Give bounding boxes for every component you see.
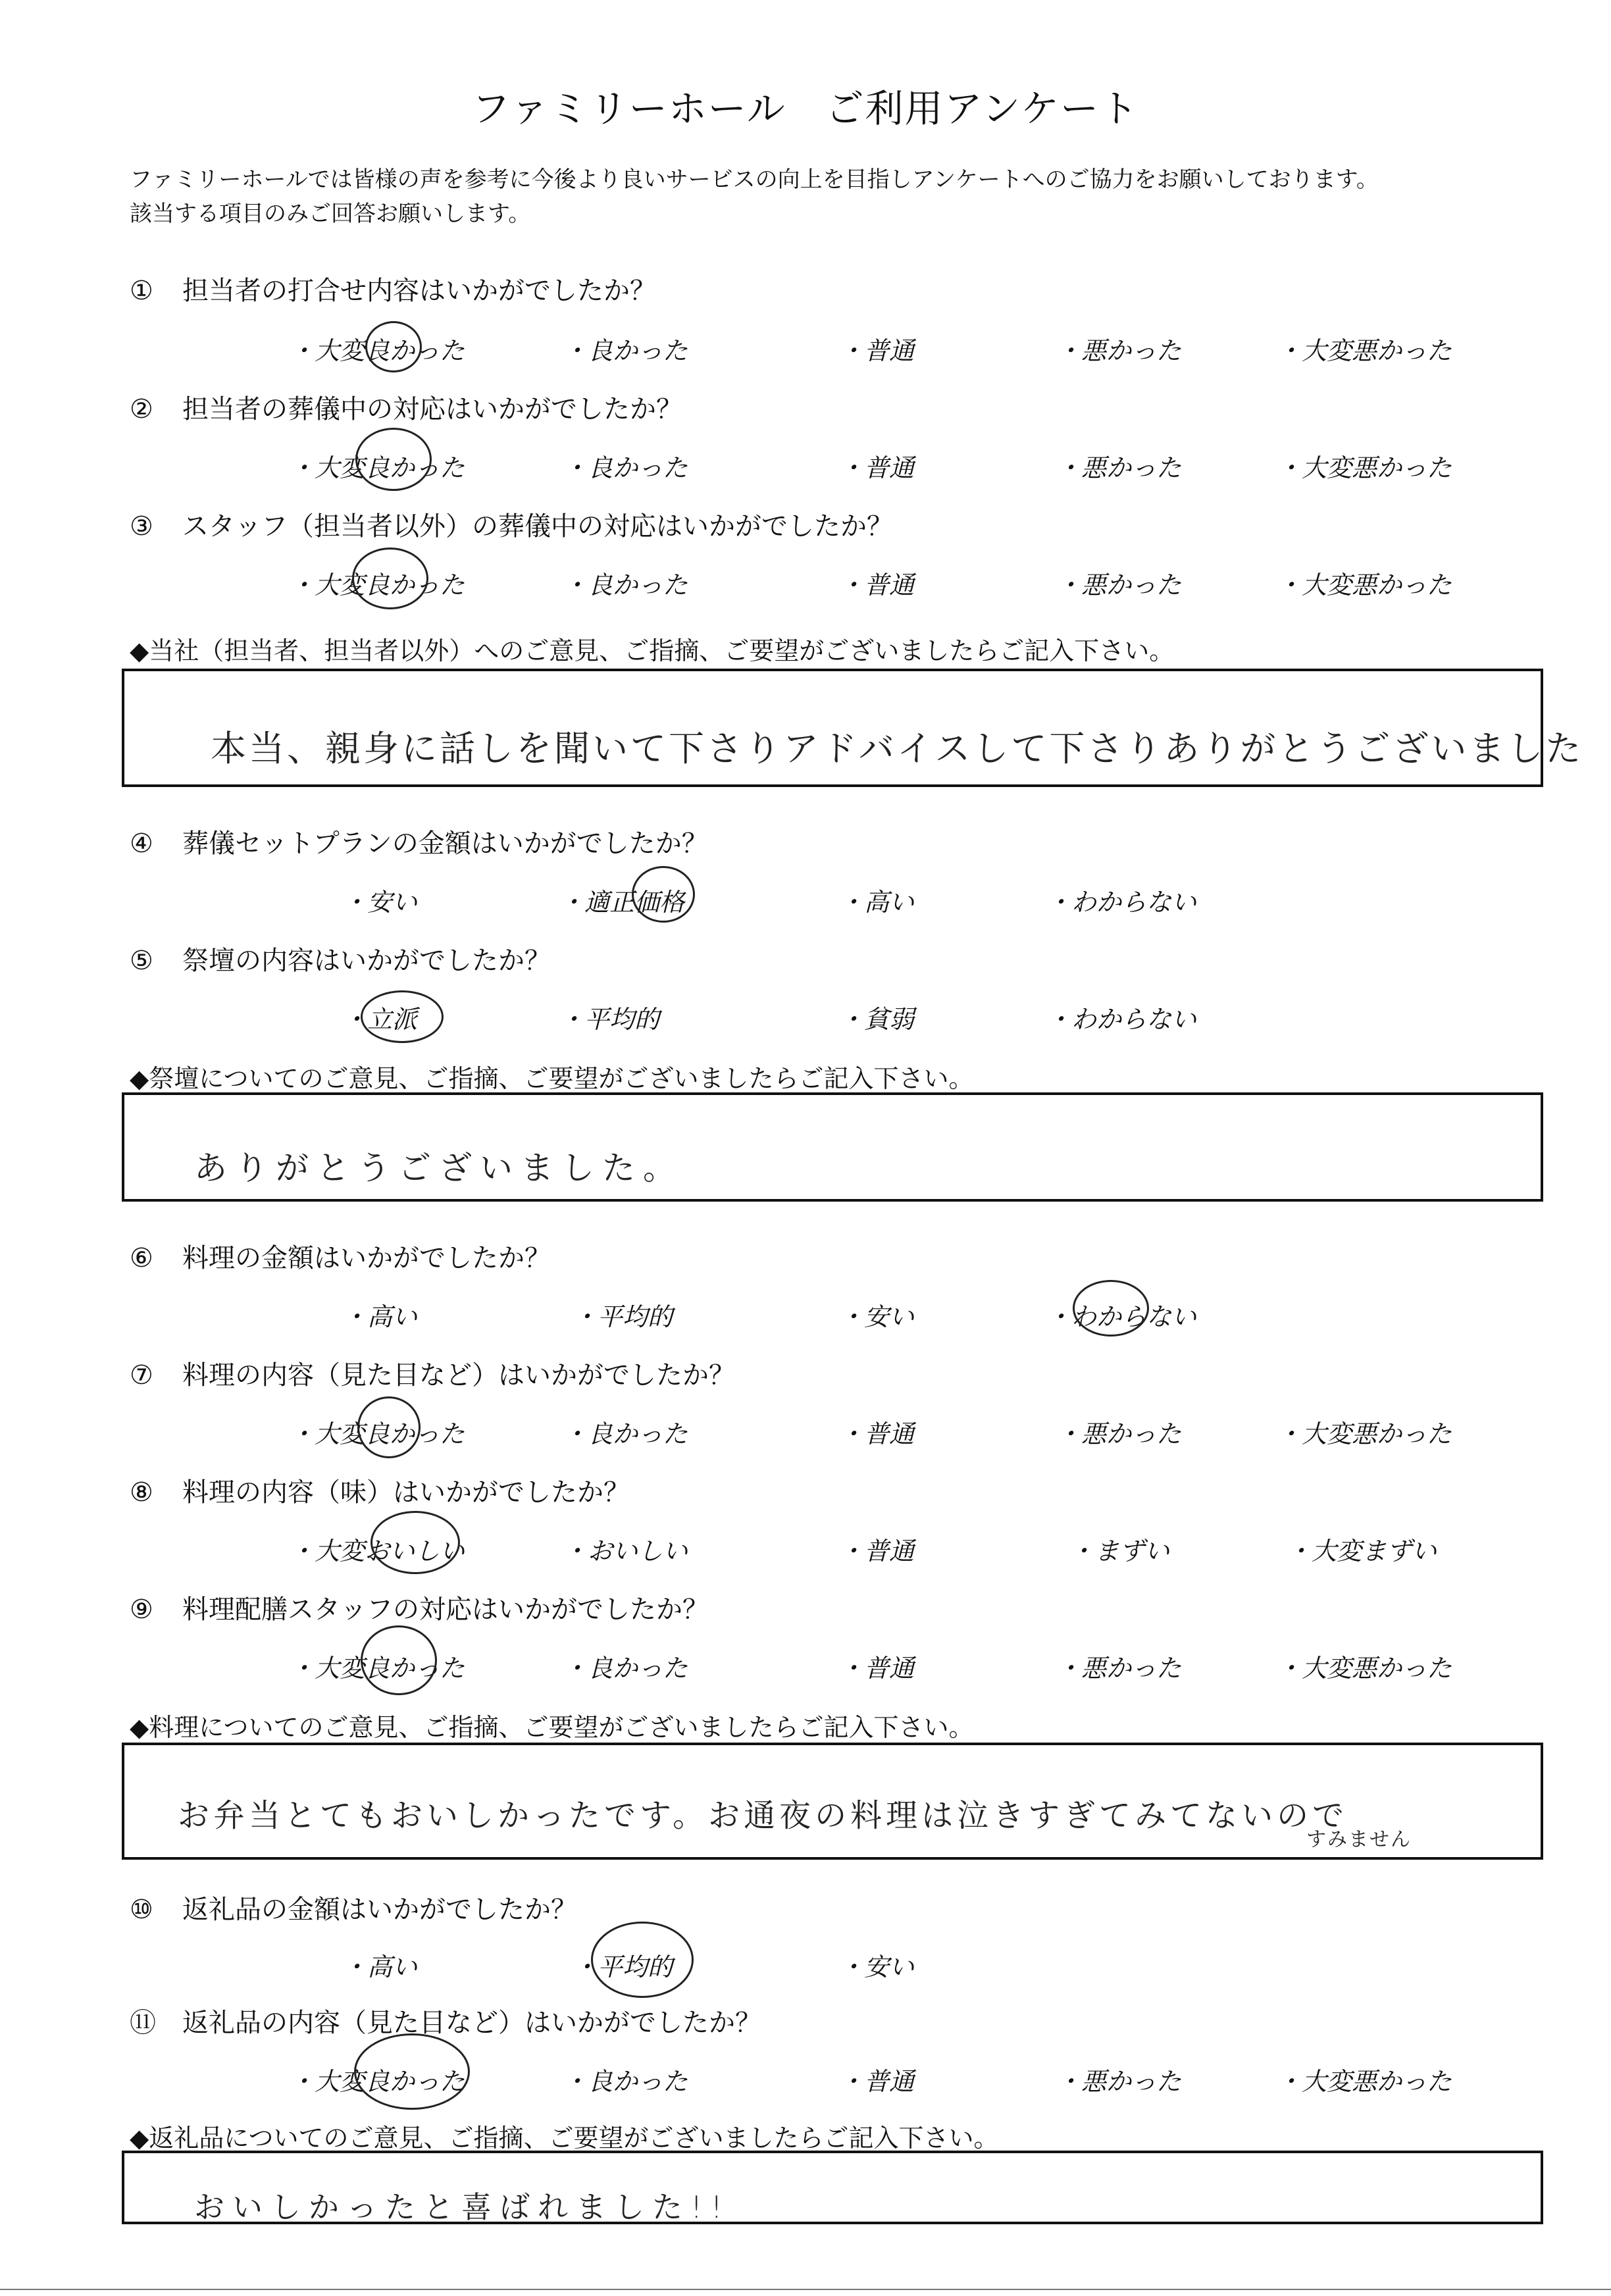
- q6-option-1[interactable]: ・高い: [342, 1302, 418, 1331]
- question-3: ③ スタッフ（担当者以外）の葬儀中の対応はいかがでしたか？: [130, 511, 893, 542]
- q7-selection-circle: [357, 1396, 421, 1458]
- note-1-label: ◆当社（担当者、担当者以外）へのご意見、ご指摘、ご要望がございましたらご記入下さい。: [130, 636, 1175, 665]
- question-5: ⑤ 祭壇の内容はいかがでしたか？: [130, 946, 551, 976]
- q2-option-1[interactable]: ・大変良かった: [290, 453, 465, 482]
- question-7: ⑦ 料理の内容（見た目など）はいかがでしたか？: [130, 1360, 735, 1390]
- q4-option-1[interactable]: ・安い: [342, 888, 418, 917]
- q10-selection-circle: [591, 1922, 694, 1998]
- bottom-edge-line: [0, 2289, 1611, 2290]
- q6-option-3[interactable]: ・安い: [839, 1302, 915, 1331]
- q2-option-4[interactable]: ・悪かった: [1056, 453, 1182, 482]
- q1-option-5[interactable]: ・大変悪かった: [1277, 336, 1452, 365]
- q3-option-3[interactable]: ・普通: [839, 571, 915, 600]
- question-1: ① 担当者の打合せ内容はいかがでしたか？: [130, 276, 656, 306]
- q3-option-1[interactable]: ・大変良かった: [290, 571, 465, 600]
- q8-selection-circle: [371, 1511, 460, 1574]
- q7-option-1[interactable]: ・大変良かった: [290, 1419, 465, 1448]
- q9-option-3[interactable]: ・普通: [839, 1654, 915, 1683]
- q5-selection-circle: [361, 990, 444, 1043]
- q3-option-2[interactable]: ・良かった: [563, 571, 688, 600]
- question-6: ⑥ 料理の金額はいかがでしたか？: [130, 1243, 551, 1273]
- q1-option-3[interactable]: ・普通: [839, 336, 915, 365]
- q2-option-5[interactable]: ・大変悪かった: [1277, 453, 1452, 482]
- q11-option-3[interactable]: ・普通: [839, 2067, 915, 2096]
- q9-option-1[interactable]: ・大変良かった: [290, 1654, 465, 1683]
- q8-option-1[interactable]: ・大変おいしい: [290, 1537, 465, 1566]
- q11-selection-circle: [354, 2033, 470, 2110]
- note-2-answer: ありがとうございました。: [194, 1149, 684, 1187]
- q5-option-1[interactable]: ・立派: [342, 1005, 418, 1034]
- page-title: ファミリーホール ご利用アンケート: [471, 86, 1140, 131]
- q1-option-1[interactable]: ・大変良かった: [290, 336, 465, 365]
- q4-option-2[interactable]: ・適正価格: [559, 888, 685, 917]
- q11-option-4[interactable]: ・悪かった: [1056, 2067, 1182, 2096]
- q8-option-2[interactable]: ・おいしい: [563, 1537, 688, 1566]
- q11-option-2[interactable]: ・良かった: [563, 2067, 688, 2096]
- q4-option-3[interactable]: ・高い: [839, 888, 915, 917]
- q11-option-1[interactable]: ・大変良かった: [290, 2067, 465, 2096]
- q5-option-2[interactable]: ・平均的: [559, 1005, 660, 1034]
- q3-option-4[interactable]: ・悪かった: [1056, 571, 1182, 600]
- q2-selection-circle: [355, 428, 432, 491]
- q1-option-2[interactable]: ・良かった: [563, 336, 688, 365]
- q3-selection-circle: [352, 548, 428, 609]
- q11-option-5[interactable]: ・大変悪かった: [1277, 2067, 1452, 2096]
- q9-option-5[interactable]: ・大変悪かった: [1277, 1654, 1452, 1683]
- q7-option-4[interactable]: ・悪かった: [1056, 1419, 1182, 1448]
- intro-line-1: ファミリーホールでは皆様の声を参考に今後より良いサービスの向上を目指しアンケートへのご協力をお願いしております。: [130, 166, 1379, 193]
- question-8: ⑧ 料理の内容（味）はいかがでしたか？: [130, 1477, 630, 1508]
- q1-option-4[interactable]: ・悪かった: [1056, 336, 1182, 365]
- q3-option-5[interactable]: ・大変悪かった: [1277, 571, 1452, 600]
- q8-option-5[interactable]: ・大変まずい: [1287, 1537, 1437, 1566]
- note-1-answer: 本当、親身に話しを聞いて下さりアドバイスして下さりありがとうございました: [211, 728, 1584, 769]
- q6-selection-circle: [1073, 1280, 1149, 1337]
- question-10: ⑩ 返礼品の金額はいかがでしたか？: [130, 1895, 577, 1925]
- note-3-answer: お弁当とてもおいしかったです。お通夜の料理は泣きすぎてみてないので: [178, 1797, 1348, 1834]
- q6-option-4[interactable]: ・わからない: [1046, 1302, 1197, 1331]
- question-11: ⑪ 返礼品の内容（見た目など）はいかがでしたか？: [130, 2008, 761, 2038]
- q6-option-2[interactable]: ・平均的: [573, 1302, 673, 1331]
- note-4-label: ◆返礼品についてのご意見、ご指摘、ご要望がございましたらご記入下さい。: [130, 2124, 999, 2153]
- question-9: ⑨ 料理配膳スタッフの対応はいかがでしたか？: [130, 1594, 709, 1625]
- note-3-label: ◆料理についてのご意見、ご指摘、ご要望がございましたらご記入下さい。: [130, 1713, 974, 1742]
- q7-option-5[interactable]: ・大変悪かった: [1277, 1419, 1452, 1448]
- q7-option-2[interactable]: ・良かった: [563, 1419, 688, 1448]
- q8-option-4[interactable]: ・まずい: [1069, 1537, 1170, 1566]
- q5-option-3[interactable]: ・貧弱: [839, 1005, 915, 1034]
- intro-line-2: 該当する項目のみご回答お願いします。: [130, 201, 531, 227]
- question-4: ④ 葬儀セットプランの金額はいかがでしたか？: [130, 829, 708, 859]
- note-4-answer: おいしかったと喜ばれました!!: [194, 2189, 730, 2225]
- note-2-label: ◆祭壇についてのご意見、ご指摘、ご要望がございましたらご記入下さい。: [130, 1064, 974, 1093]
- q9-option-4[interactable]: ・悪かった: [1056, 1654, 1182, 1683]
- q9-option-2[interactable]: ・良かった: [563, 1654, 688, 1683]
- q2-option-2[interactable]: ・良かった: [563, 453, 688, 482]
- q9-selection-circle: [361, 1625, 437, 1695]
- q1-selection-circle: [365, 321, 422, 372]
- q8-option-3[interactable]: ・普通: [839, 1537, 915, 1566]
- q5-option-4[interactable]: ・わからない: [1046, 1005, 1197, 1034]
- q10-option-3[interactable]: ・安い: [839, 1952, 915, 1981]
- q7-option-3[interactable]: ・普通: [839, 1419, 915, 1448]
- note-3-answer-small: すみません: [1306, 1828, 1412, 1851]
- q2-option-3[interactable]: ・普通: [839, 453, 915, 482]
- q10-option-1[interactable]: ・高い: [342, 1952, 418, 1981]
- question-2: ② 担当者の葬儀中の対応はいかがでしたか？: [130, 394, 682, 424]
- q4-option-4[interactable]: ・わからない: [1046, 888, 1197, 917]
- q10-option-2[interactable]: ・平均的: [573, 1952, 673, 1981]
- q4-selection-circle: [632, 866, 695, 923]
